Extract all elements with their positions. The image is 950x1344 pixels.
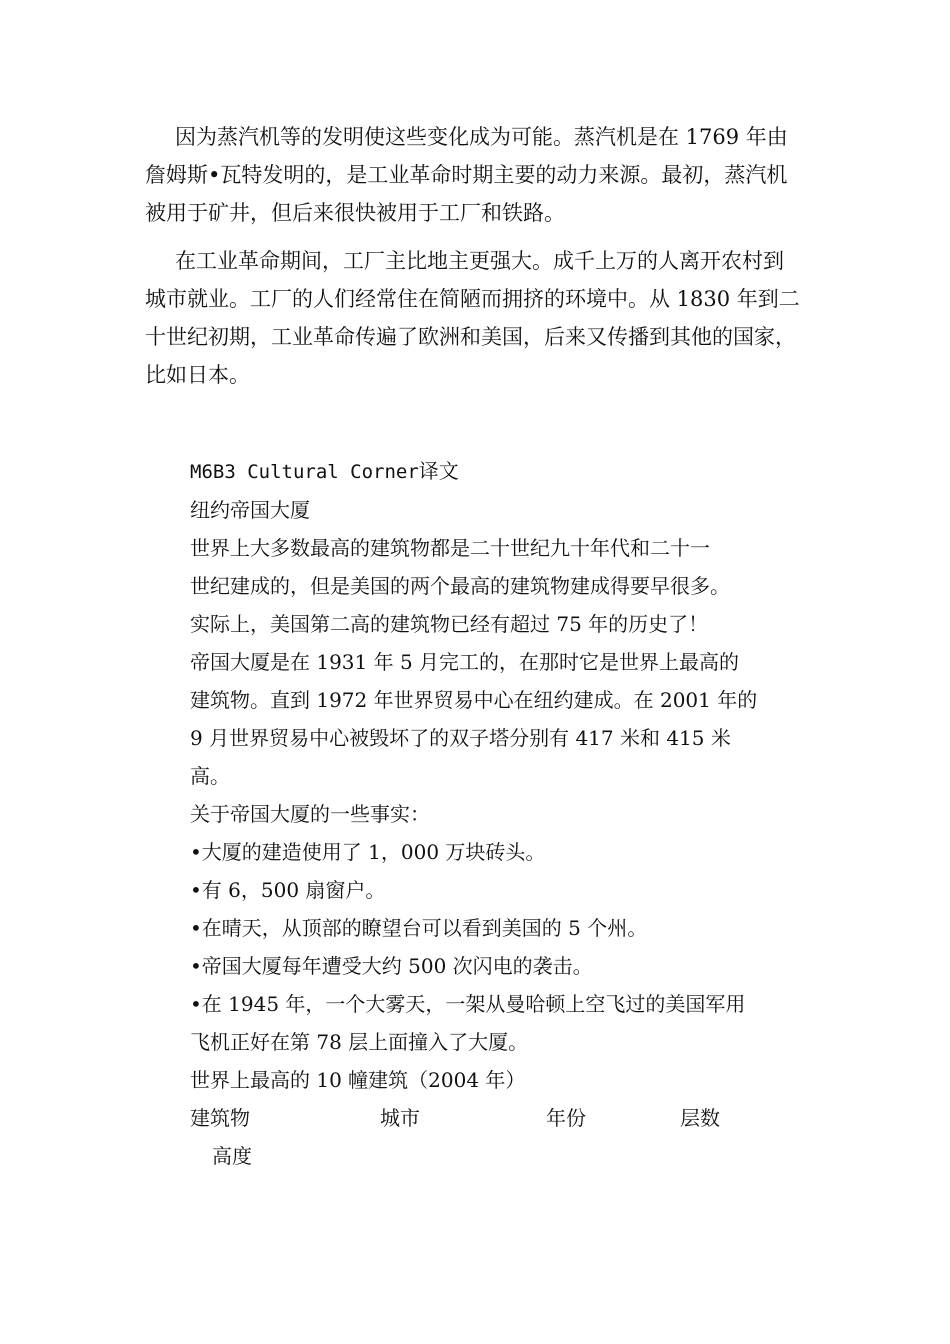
- text-line: 在工业革命期间，工厂主比地主更强大。成千上万的人离开农村到: [175, 249, 784, 273]
- text-line: 詹姆斯•瓦特发明的，是工业革命时期主要的动力来源。最初，蒸汽机: [145, 163, 788, 187]
- text-line: 9 月世界贸易中心被毁坏了的双子塔分别有 417 米和 415 米: [190, 726, 731, 750]
- fact-item-continuation: 飞机正好在第 78 层上面撞入了大厦。: [190, 1030, 529, 1054]
- text-line: 被用于矿井，但后来很快被用于工厂和铁路。: [145, 201, 565, 225]
- section-heading: [190, 452, 800, 491]
- table-header-row: [190, 1099, 800, 1137]
- table-header-building: 建筑物: [190, 1106, 250, 1130]
- table-header-height: 高度: [212, 1144, 252, 1168]
- table-header-year: 年份: [546, 1106, 586, 1130]
- text-line: 帝国大厦是在 1931 年 5 月完工的，在那时它是世界上最高的: [190, 650, 740, 674]
- fact-item: •大厦的建造使用了 1，000 万块砖头。: [190, 840, 546, 864]
- fact-item: •帝国大厦每年遭受大约 500 次闪电的袭击。: [190, 954, 593, 978]
- fact-item: •在晴天，从顶部的瞭望台可以看到美国的 5 个州。: [190, 916, 648, 940]
- fact-item: •有 6，500 扇窗户。: [190, 878, 386, 902]
- paragraph-steam-engine: [145, 118, 810, 232]
- text-line: 城市就业。工厂的人们经常住在简陋而拥挤的环境中。从 1830 年到二: [145, 287, 800, 311]
- text-line: 因为蒸汽机等的发明使这些变化成为可能。蒸汽机是在 1769 年由: [175, 125, 788, 149]
- text-line: 比如日本。: [145, 363, 250, 387]
- text-line: 世界上大多数最高的建筑物都是二十世纪九十年代和二十一: [190, 536, 710, 560]
- table-header-city: 城市: [380, 1106, 420, 1130]
- text-line: 世纪建成的，但是美国的两个最高的建筑物建成得要早很多。: [190, 574, 730, 598]
- fact-item: •在 1945 年，一个大雾天，一架从曼哈顿上空飞过的美国军用: [190, 992, 746, 1016]
- text-line: 高。: [190, 764, 230, 788]
- section-title: 纽约帝国大厦: [190, 498, 310, 522]
- text-line: 十世纪初期，工业革命传遍了欧洲和美国，后来又传播到其他的国家，: [145, 325, 796, 349]
- paragraph-industrial-revolution: [145, 242, 810, 394]
- table-header-row-wrap: [190, 1137, 800, 1175]
- text-line: 实际上，美国第二高的建筑物已经有超过 75 年的历史了！: [190, 612, 709, 636]
- facts-heading: 关于帝国大厦的一些事实：: [190, 802, 430, 826]
- table-caption: 世界上最高的 10 幢建筑（2004 年）: [190, 1068, 526, 1092]
- heading-code: M6B3 Cultural Corner: [190, 461, 419, 483]
- section-empire-state-building: [190, 452, 800, 1175]
- heading-suffix: 译文: [418, 459, 459, 483]
- text-line: 建筑物。直到 1972 年世界贸易中心在纽约建成。在 2001 年的: [190, 688, 758, 712]
- table-header-floors: 层数: [680, 1106, 720, 1130]
